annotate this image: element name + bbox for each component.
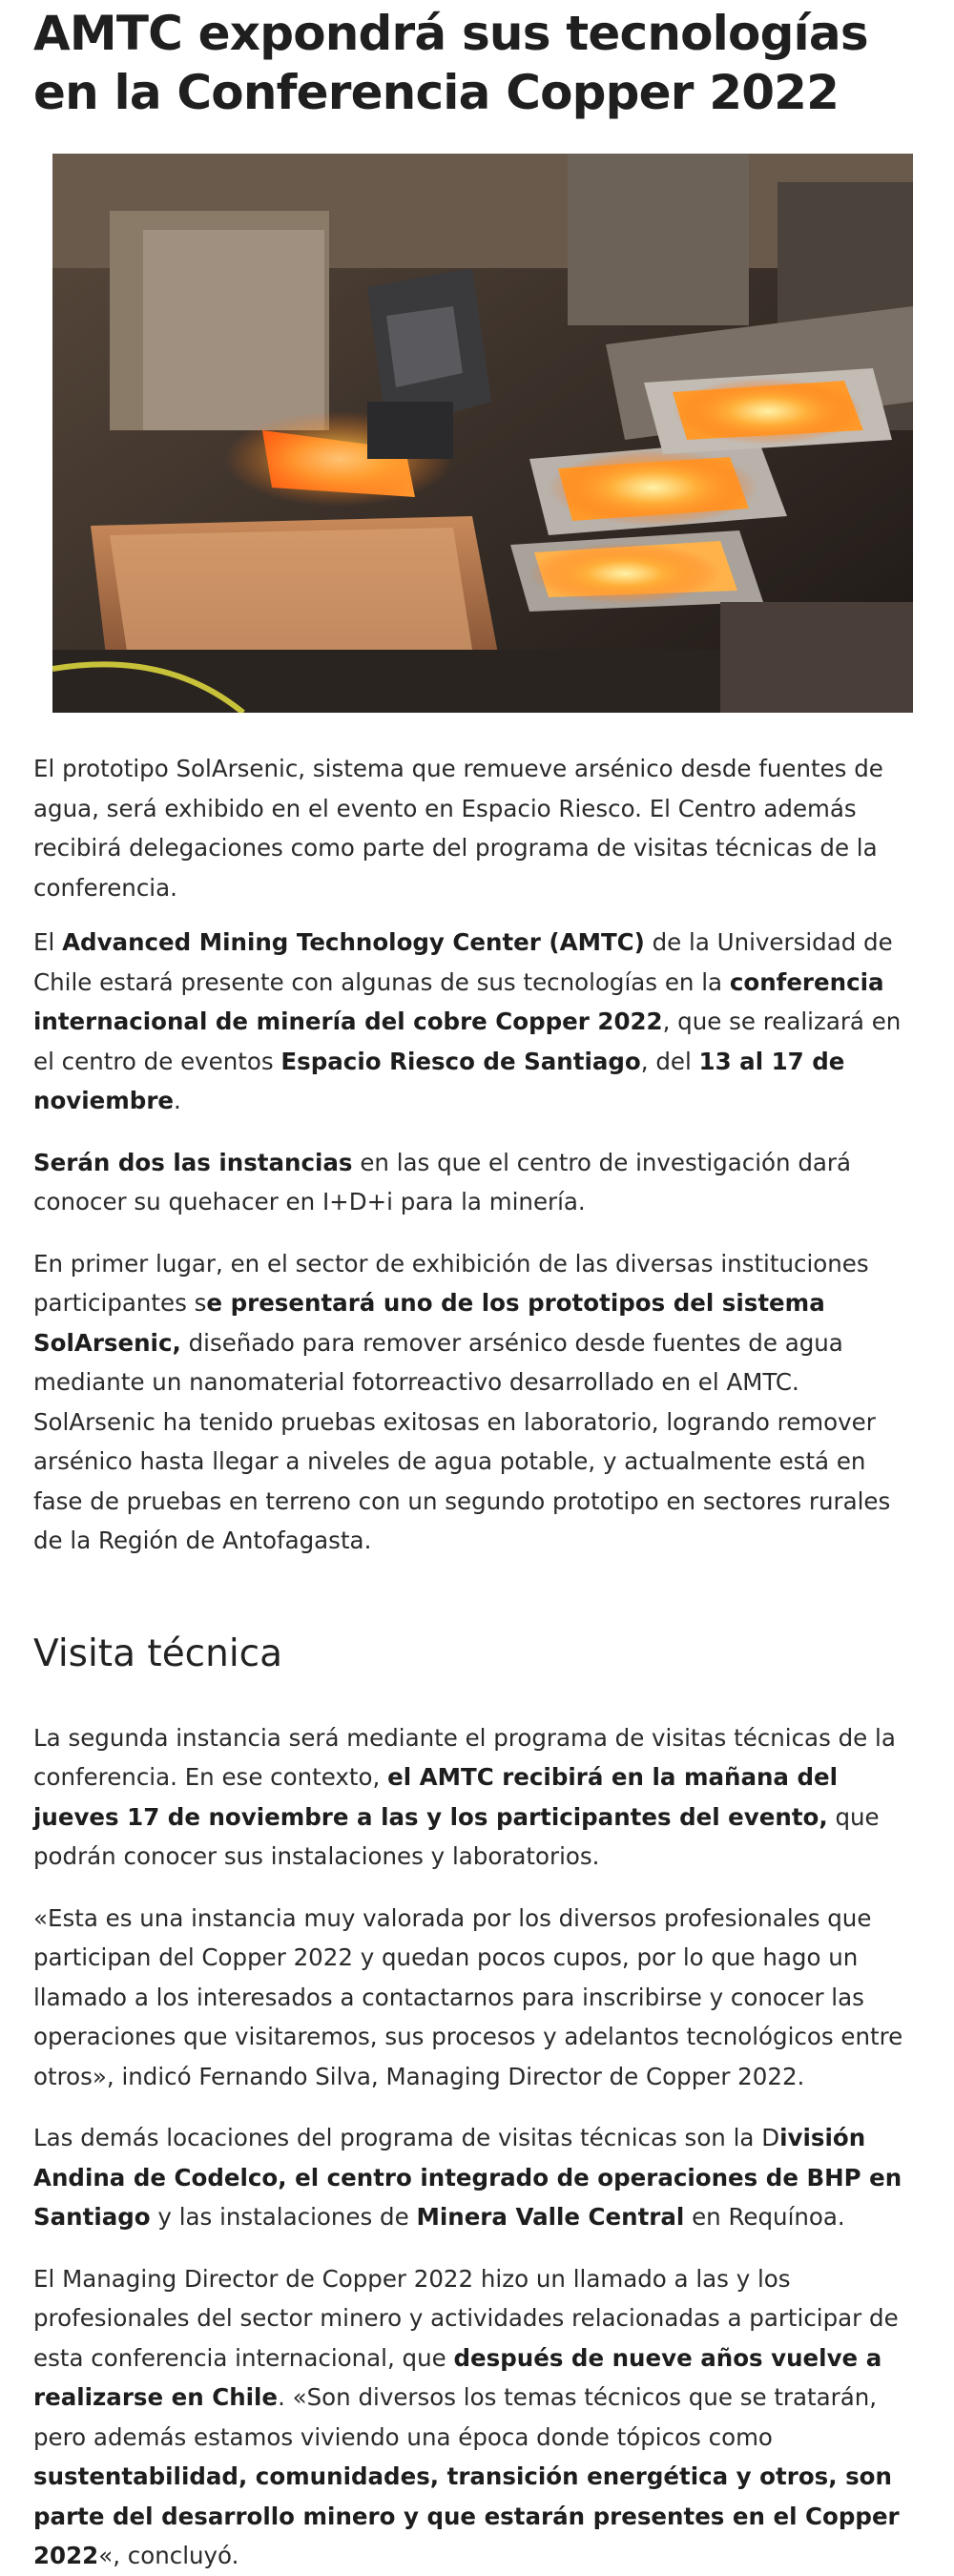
bold-text: el AMTC recibirá en la mañana del jueves 17 de noviembre a las y los participantes del evento, bbox=[33, 1763, 839, 1831]
bold-text: Advanced Mining Technology Center (AMTC) bbox=[62, 928, 645, 956]
hero-image bbox=[52, 154, 913, 713]
paragraph-instancias bbox=[33, 1143, 921, 1222]
text-run: «Esta es una instancia muy valorada por los diversos profesionales que participan del Copper 2022 y quedan pocos cupos, por lo que hago un llamado a los interesados a contactarnos para inscribirse y conocer las operaciones que visitaremos, sus procesos y adelantos tecnológicos entre otros», indicó Fernando Silva, Managing Director de Copper 2022. bbox=[33, 1903, 903, 2090]
paragraph-solarsenic bbox=[33, 1244, 921, 1561]
paragraph-intro bbox=[33, 749, 921, 907]
bold-text: sustentabilidad, comunidades, transición energética y otros, son parte del desarrollo minero y que estarán presentes en el Copper 2022 bbox=[33, 2462, 900, 2569]
text-run: en las que el centro de investigación dará conocer su quehacer en I+D+i para la minería. bbox=[33, 1148, 851, 1215]
text-run: En primer lugar, en el sector de exhibición de las diversas instituciones participantes s bbox=[33, 1249, 869, 1317]
article-body-2 bbox=[33, 1718, 921, 2576]
text-run: El Managing Director de Copper 2022 hizo un llamado a las y los profesionales del sector minero y actividades relacionadas a participar de esta conferencia internacional, que bbox=[33, 2264, 899, 2372]
paragraph-amtc bbox=[33, 923, 921, 1121]
text-run: de la Universidad de Chile estará presente con algunas de sus tecnologías en la bbox=[33, 928, 893, 996]
bold-text: 13 al 17 de noviembre bbox=[33, 1047, 845, 1114]
paragraph-quote-silva bbox=[33, 1899, 921, 2097]
text-run: . «Son diversos los temas técnicos que se tratarán, pero además estamos viviendo una época donde tópicos como bbox=[33, 2383, 878, 2451]
text-run: en Requínoa. bbox=[684, 2203, 845, 2231]
paragraph-conclusion bbox=[33, 2259, 921, 2576]
text-run: que podrán conocer sus instalaciones y laboratorios. bbox=[33, 1802, 880, 1870]
text-run: . bbox=[174, 1087, 181, 1114]
text-run: , del bbox=[640, 1047, 699, 1075]
text-run: El prototipo SolArsenic, sistema que remueve arsénico desde fuentes de agua, será exhibido en el evento en Espacio Riesco. El Centro además recibirá delegaciones como parte del programa de visitas técnicas de la conferencia. bbox=[33, 755, 883, 902]
article-title: AMTC expondrá sus tecnologías en la Conferencia Copper 2022 bbox=[33, 6, 868, 120]
bold-text: conferencia internacional de minería del cobre Copper 2022 bbox=[33, 967, 884, 1035]
text-run: y las instalaciones de bbox=[150, 2203, 417, 2231]
text-run: «, concluyó. bbox=[98, 2542, 239, 2569]
bold-text: Minera Valle Central bbox=[416, 2203, 685, 2231]
text-run: diseñado para remover arsénico desde fuentes de agua mediante un nanomaterial fotorreactivo desarrollado en el AMTC. SolArsenic ha tenido pruebas exitosas en laboratorio, logrando remover arsénico hasta llegar a niveles de agua potable, y actualmente está en fase de pruebas en terreno con un segundo prototipo en sectores rurales de la Región de Antofagasta. bbox=[33, 1328, 891, 1554]
section-heading-visita-tecnica: Visita técnica bbox=[33, 1631, 283, 1675]
paragraph-segunda-instancia bbox=[33, 1718, 921, 1877]
text-run: , que se realizará en el centro de eventos bbox=[33, 1008, 902, 1075]
article-body bbox=[33, 749, 921, 1561]
bold-text: después de nueve años vuelve a realizarse en Chile bbox=[33, 2343, 882, 2411]
bold-text: e presentará uno de los prototipos del sistema SolArsenic, bbox=[33, 1289, 825, 1357]
text-run: La segunda instancia será mediante el programa de visitas técnicas de la conferencia. En ese contexto, bbox=[33, 1723, 896, 1791]
bold-text: ivisión Andina de Codelco, el centro integrado de operaciones de BHP en Santiago bbox=[33, 2124, 902, 2231]
paragraph-locaciones bbox=[33, 2118, 921, 2237]
bold-text: Serán dos las instancias bbox=[33, 1148, 353, 1176]
bold-text: Espacio Riesco de Santiago bbox=[280, 1047, 641, 1075]
text-run: Las demás locaciones del programa de visitas técnicas son la D bbox=[33, 2124, 780, 2151]
text-run: El bbox=[33, 928, 63, 956]
copper-smelter-photo-icon bbox=[52, 154, 913, 713]
